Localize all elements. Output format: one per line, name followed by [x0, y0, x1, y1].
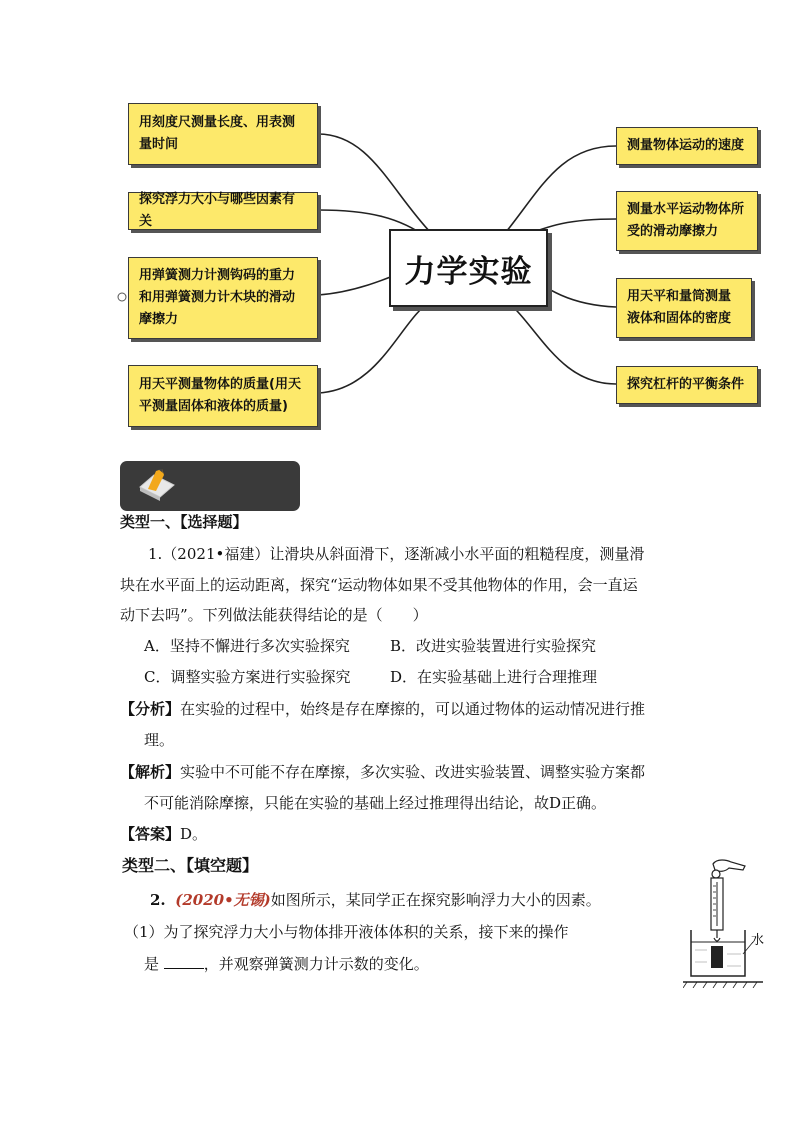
- q2-stem: 2. (2020•无锡)如图所示，某同学正在探究影响浮力大小的因素。: [150, 891, 601, 909]
- answer-blank: [164, 954, 204, 969]
- q1-option-d: D．在实验基础上进行合理推理: [390, 668, 598, 686]
- q1-stem-line2: 块在水平面上的运动距离，探究“运动物体如果不受其他物体的作用，会一直运: [120, 576, 638, 594]
- collapse-handle-icon: [118, 293, 126, 301]
- mindmap-node-left-4: 用天平测量物体的质量(用天平测量固体和液体的质量): [128, 365, 318, 427]
- q1-answer: 【答案】D。: [120, 825, 208, 843]
- metal-block: [711, 946, 723, 968]
- mindmap-node-left-3: 用弹簧测力计测钩码的重力和用弹簧测力计木块的滑动摩擦力: [128, 257, 318, 339]
- q1-solution-line2: 不可能消除摩擦，只能在实验的基础上经过推理得出结论，故D正确。: [144, 794, 607, 812]
- mindmap-node-right-2: 测量水平运动物体所受的滑动摩擦力: [616, 191, 758, 251]
- q1-analysis-line2: 理。: [144, 731, 175, 749]
- hook-icon: [714, 938, 720, 941]
- section-banner: [120, 461, 300, 511]
- mindmap-node-right-4: 探究杠杆的平衡条件: [616, 366, 758, 404]
- q1-option-c: C．调整实验方案进行实验探究: [144, 668, 351, 686]
- connector-line: [506, 300, 616, 384]
- section-title-2: 类型二、【填空题】: [122, 856, 259, 875]
- section-title-1: 类型一、【选择题】: [120, 513, 248, 531]
- ring-icon: [712, 870, 720, 878]
- q1-analysis-line1: 【分析】在实验的过程中，始终是存在摩擦的，可以通过物体的运动情况进行推: [120, 700, 646, 718]
- q2-sub1-line1: （1）为了探究浮力大小与物体排开液体体积的关系，接下来的操作: [124, 923, 569, 941]
- mindmap-node-right-1: 测量物体运动的速度: [616, 127, 758, 165]
- solution-label: 【解析】: [120, 763, 181, 781]
- q1-stem-line1: 1.（2021•福建）让滑块从斜面滑下，逐渐减小水平面的粗糙程度，测量滑: [148, 545, 645, 563]
- q2-source: (2020•无锡): [175, 891, 271, 909]
- hand-icon: [713, 860, 745, 871]
- q1-solution-line1: 【解析】实验中不可能不存在摩擦，多次实验、改进实验装置、调整实验方案都: [120, 763, 646, 781]
- spring-scale-figure: [683, 858, 773, 988]
- mindmap-node-left-1: 用刻度尺测量长度、用表测量时间: [128, 103, 318, 165]
- q1-option-b: B．改进实验装置进行实验探究: [390, 637, 597, 655]
- answer-label: 【答案】: [120, 825, 181, 843]
- mindmap-center-node: [389, 229, 548, 307]
- water-label: 水: [751, 933, 765, 948]
- center-title: 力学实验: [404, 253, 533, 290]
- mindmap-node-left-2: 探究浮力大小与哪些因素有关: [128, 192, 318, 230]
- mindmap-node-right-3: 用天平和量筒测量液体和固体的密度: [616, 278, 752, 338]
- q2-sub1-line2: 是 ，并观察弹簧测力计示数的变化。: [144, 955, 429, 973]
- connector-line: [318, 134, 432, 234]
- q1-option-a: A．坚持不懈进行多次实验探究: [144, 637, 350, 655]
- connector-line: [318, 300, 432, 393]
- pencil-paper-icon: [134, 465, 182, 507]
- analysis-label: 【分析】: [120, 700, 181, 718]
- q1-stem-line3: 动下去吗”。下列做法能获得结论的是（ ）: [120, 606, 428, 624]
